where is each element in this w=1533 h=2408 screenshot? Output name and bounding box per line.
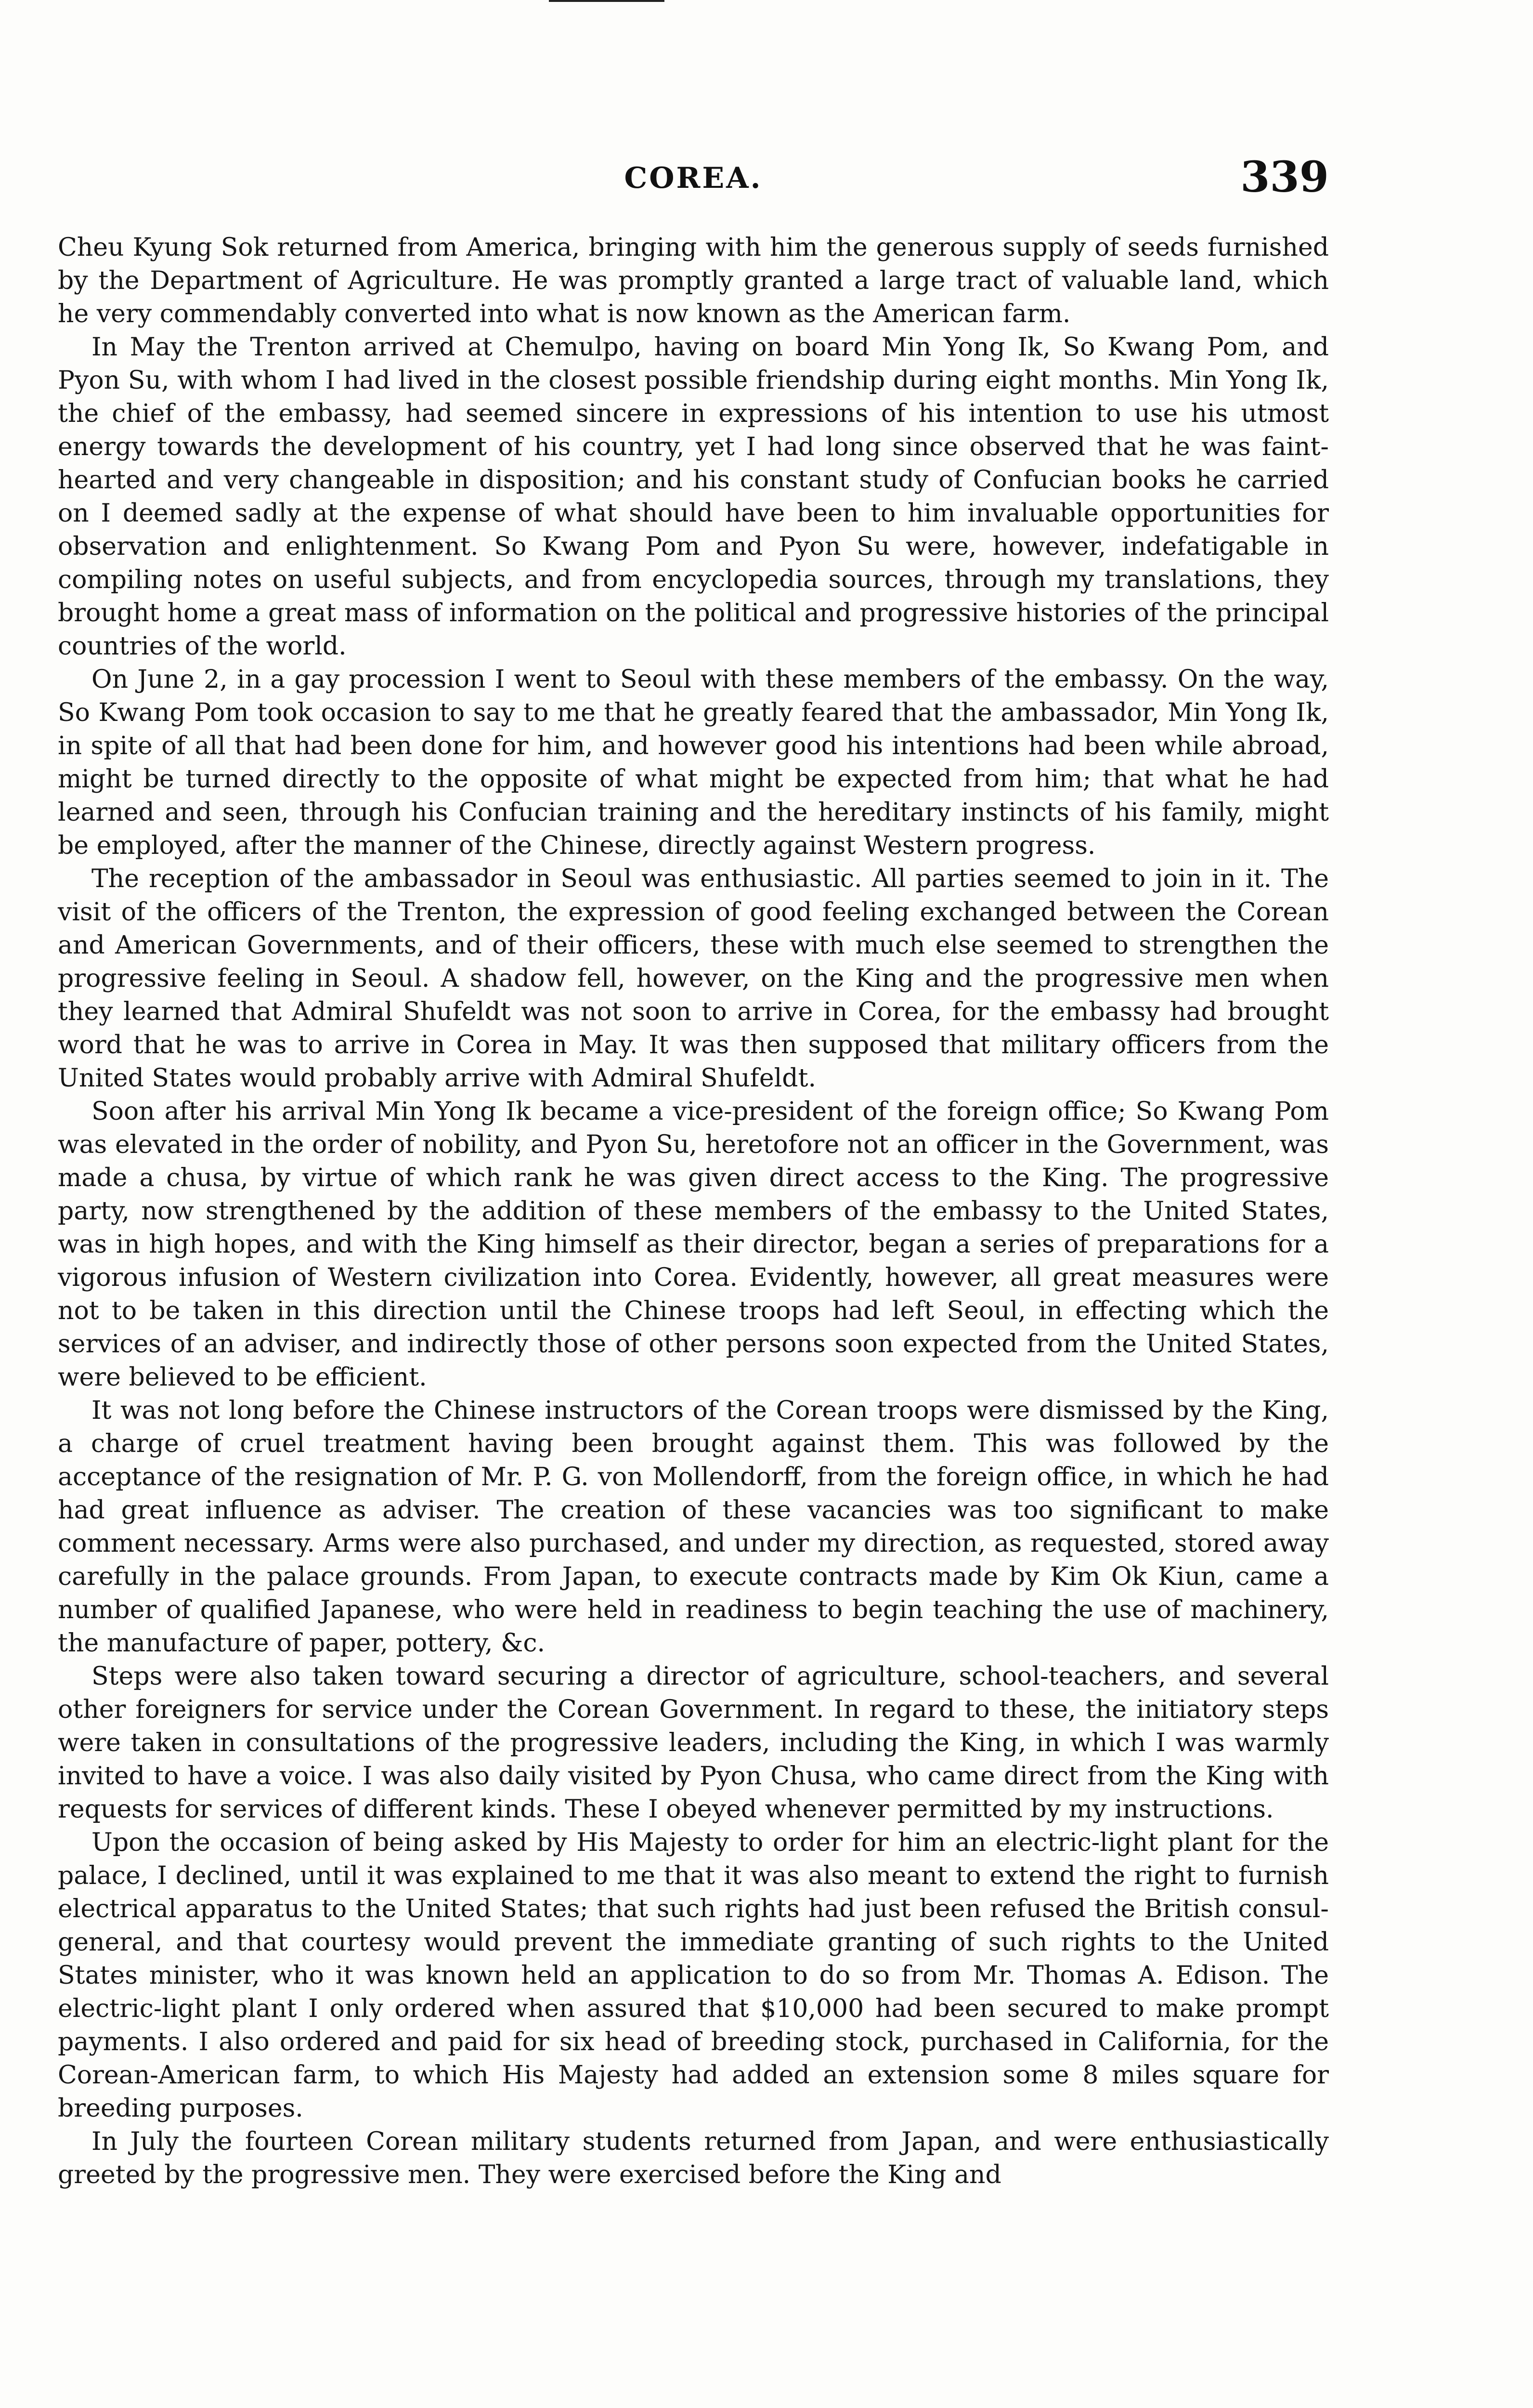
page-header [58,142,1329,209]
paragraph: The reception of the ambassador in Seoul was enthusiastic. All parties seemed to join in it. The visit of the officers of the Trenton, the expression of good feeling exchanged between the Corean and American Governments, and of their officers, these with much else seemed to strengthen the progressive feeling in Seoul. A shadow fell, however, on the King and the progressive men when they learned that Admiral Shufeldt was not soon to arrive in Corea, for the embassy had brought word that he was to arrive in Corea in May. It was then supposed that military officers from the United States would probably arrive with Admiral Shufeldt. [58,864,1329,1093]
paragraph: Upon the occasion of being asked by His Majesty to order for him an electric-light plant for the palace, I declined, until it was explained to me that it was also meant to extend the right to furnish electrical apparatus to the United States; that such rights had just been refused the British consul-general, and that courtesy would prevent the immediate granting of such rights to the United States minister, who it was known held an application to do so from Mr. Thomas A. Edison. The electric-light plant I only ordered when assured that $10,000 had been secured to make prompt payments. I also ordered and paid for six head of breeding stock, purchased in California, for the Corean-American farm, to which His Majesty had added an extension some 8 miles square for breeding purposes. [58,1828,1329,2123]
running-title: COREA. [624,161,763,195]
paragraph: Steps were also taken toward securing a director of agriculture, school-teachers, and several other foreigners for service under the Corean Government. In regard to these, the initiatory steps were taken in consultations of the progressive leaders, including the King, in which I was warmly invited to have a voice. I was also daily visited by Pyon Chusa, who came direct from the King with requests for services of different kinds. These I obeyed whenever permitted by my instructions. [58,1662,1329,1824]
body-text [58,231,1329,2192]
top-border-rule [549,0,664,2]
paragraph: On June 2, in a gay procession I went to Seoul with these members of the embassy. On the way, So Kwang Pom took occasion to say to me that he greatly feared that the ambassador, Min Yong Ik, in spite of all that had been done for him, and however good his intentions had been while abroad, might be turned directly to the opposite of what might be expected from him; that what he had learned and seen, through his Confucian training and the hereditary instincts of his family, might be employed, after the manner of the Chinese, directly against Western progress. [58,665,1329,860]
paragraph: Soon after his arrival Min Yong Ik became a vice-president of the foreign office; So Kwang Pom was elevated in the order of nobility, and Pyon Su, heretofore not an officer in the Government, was made a chusa, by virtue of which rank he was given direct access to the King. The progressive party, now strengthened by the addition of these members of the embassy to the United States, was in high hopes, and with the King himself as their director, began a series of preparations for a vigorous infusion of Western civilization into Corea. Evidently, however, all great measures were not to be taken in this direction until the Chinese troops had left Seoul, in effecting which the services of an adviser, and indirectly those of other persons soon expected from the United States, were believed to be efficient. [58,1097,1329,1392]
paragraph: It was not long before the Chinese instructors of the Corean troops were dismissed by the King, a charge of cruel treatment having been brought against them. This was followed by the acceptance of the resignation of Mr. P. G. von Mollendorff, from the foreign office, in which he had had great influence as adviser. The creation of these vacancies was too significant to make comment necessary. Arms were also purchased, and under my direction, as requested, stored away carefully in the palace grounds. From Japan, to execute contracts made by Kim Ok Kiun, came a number of qualified Japanese, who were held in readiness to begin teaching the use of machinery, the manufacture of paper, pottery, &c. [58,1396,1329,1658]
paragraph: In July the fourteen Corean military students returned from Japan, and were enthusiastically greeted by the progressive men. They were exercised before the King and [58,2127,1329,2189]
page-number: 339 [1240,152,1329,202]
paragraph: In May the Trenton arrived at Chemulpo, having on board Min Yong Ik, So Kwang Pom, and Pyon Su, with whom I had lived in the closest possible friendship during eight months. Min Yong Ik, the chief of the embassy, had seemed sincere in expressions of his intention to use his utmost energy towards the development of his country, yet I had long since observed that he was faint-hearted and very changeable in disposition; and his constant study of Confucian books he carried on I deemed sadly at the expense of what should have been to him invaluable opportunities for observation and enlightenment. So Kwang Pom and Pyon Su were, however, indefatigable in compiling notes on useful subjects, and from encyclopedia sources, through my translations, they brought home a great mass of information on the political and progressive histories of the principal countries of the world. [58,333,1329,661]
paragraph: Cheu Kyung Sok returned from America, bringing with him the generous supply of seeds furnished by the Department of Agriculture. He was promptly granted a large tract of valuable land, which he very commendably converted into what is now known as the American farm. [58,233,1329,328]
